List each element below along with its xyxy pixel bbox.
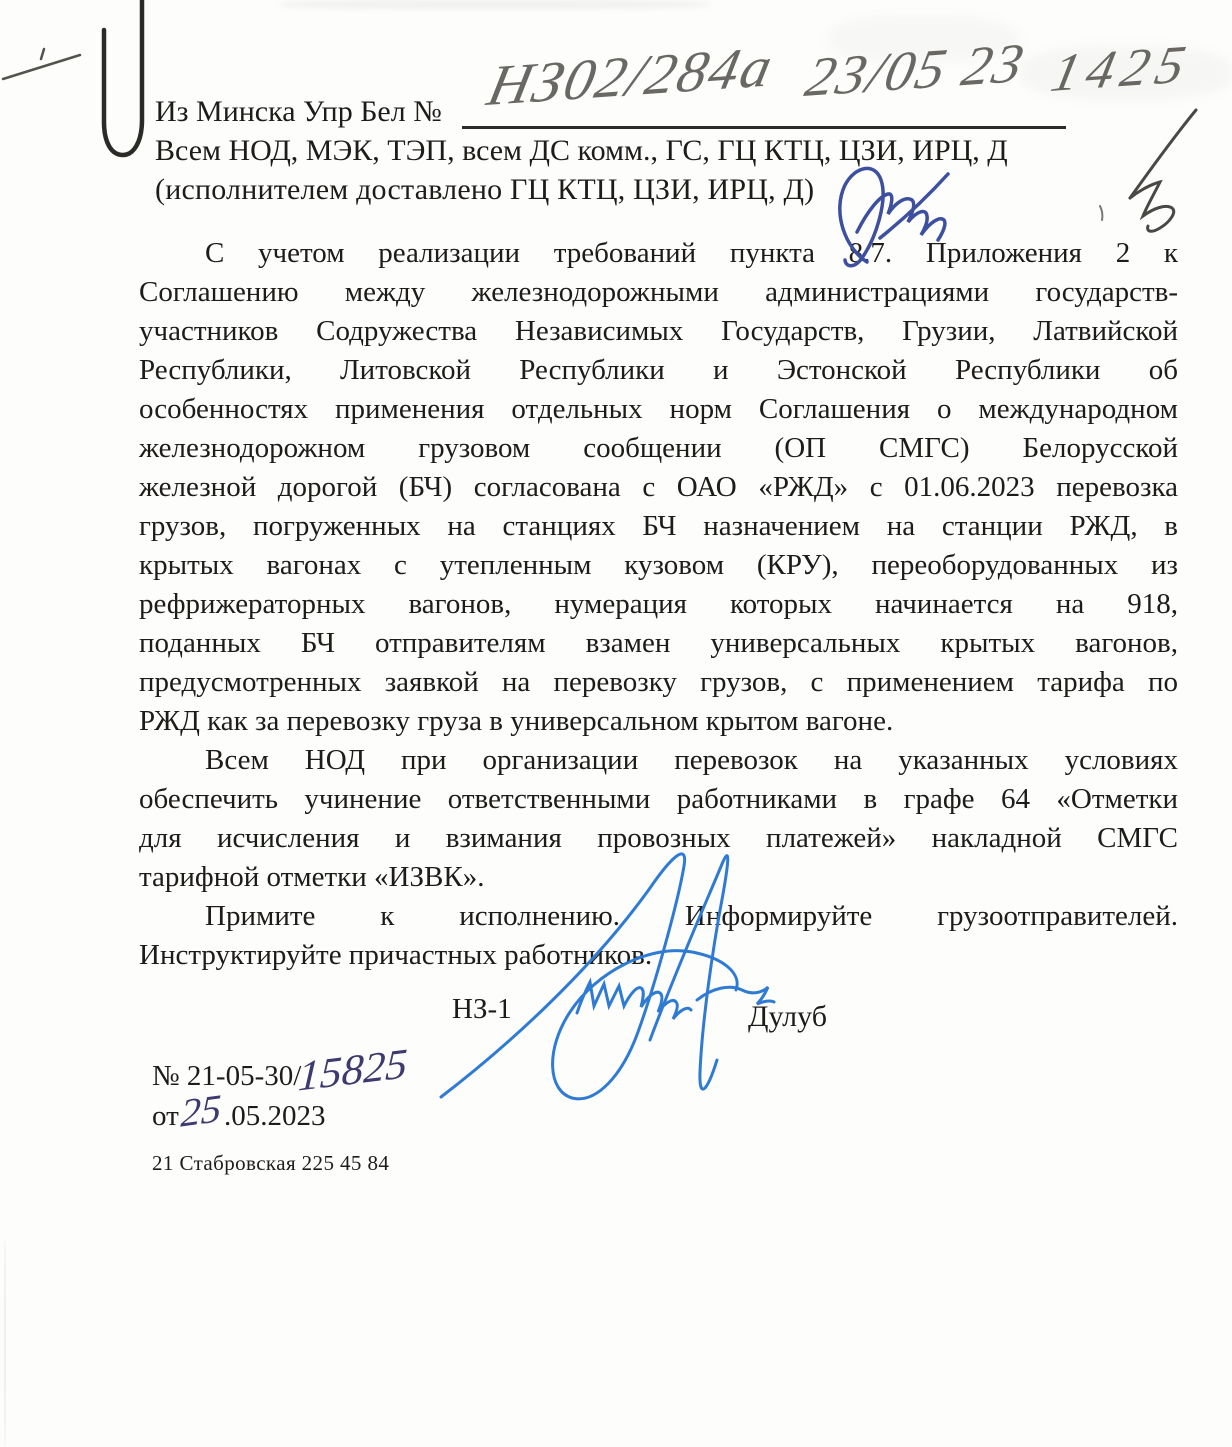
handwritten-date: 23/05 23 (800, 32, 1031, 110)
scan-smudge (4, 1240, 6, 1447)
body-line: Республики, Литовской Республики и Эстонской Республики об (139, 354, 1178, 386)
number-blank-underline (462, 126, 1066, 129)
body-line: участников Содружества Независимых Государств, Грузии, Латвийской (139, 315, 1178, 347)
body-line: Всем НОД при организации перевозок на указанных условиях (205, 744, 1178, 776)
from-line: Из Минска Упр Бел № (155, 95, 442, 128)
signer-name: Дулуб (748, 1000, 827, 1033)
body-line: Примите к исполнению. Информируйте грузоотправителей. (205, 900, 1178, 932)
body-line: рефрижераторных вагонов, нумерация которых начинается на 918, (139, 588, 1178, 620)
recipients-line: Всем НОД, МЭК, ТЭП, всем ДС комм., ГС, ГЦ КТЦ, ЦЗИ, ИРЦ, Д (155, 134, 1008, 167)
body-line: обеспечить учинение ответственными работниками в графе 64 «Отметки (139, 783, 1178, 815)
paperclip-icon (104, 0, 142, 155)
handwritten-time: 1425 (1046, 33, 1198, 104)
body-line: крытых вагонах с утепленным кузовом (КРУ), переоборудованных из (139, 549, 1178, 581)
body-line: железнодорожном грузовом сообщении (ОП СМГС) Белорусской (139, 432, 1178, 464)
executor-contact-line: 21 Стабровская 225 45 84 (152, 1151, 390, 1175)
body-line: железной дорогой (БЧ) согласована с ОАО «РЖД» с 01.06.2023 перевозка (139, 471, 1178, 503)
body-line: предусмотренных заявкой на перевозку грузов, с применением тарифа по (139, 666, 1178, 698)
body-line: грузов, погруженных на станциях БЧ назначением на станции РЖД, в (139, 510, 1178, 542)
date-month-year: .05.2023 (224, 1100, 326, 1132)
letter-body (139, 234, 1178, 975)
delivered-line: (исполнителем доставлено ГЦ КТЦ, ЦЗИ, ИРЦ, Д) (155, 173, 815, 206)
body-line: Инструктируйте причастных работников. (139, 939, 653, 971)
body-line: С учетом реализации требований пункта 8.7. Приложения 2 к (205, 237, 1178, 269)
body-line: поданных БЧ отправителям взамен универсальных крытых вагонов, (139, 627, 1178, 659)
outgoing-number-handwritten: 15825 (296, 1040, 409, 1101)
handwritten-ref-number: НЗ02/284а (482, 33, 780, 119)
body-line: Соглашению между железнодорожными администрациями государств- (139, 276, 1178, 308)
date-word: от (152, 1100, 179, 1132)
scan-smudge (280, 0, 710, 9)
date-day-handwritten: 25 (179, 1085, 223, 1136)
body-line: особенностях применения отдельных норм Соглашения о международном (139, 393, 1178, 425)
body-line: РЖД как за перевозку груза в универсальном крытом вагоне. (139, 705, 894, 737)
body-line: для исчисления и взимания провозных платежей» накладной СМГС (139, 822, 1178, 854)
signer-position: НЗ-1 (452, 993, 512, 1025)
outgoing-number-prefix: № 21-05-30/ (152, 1060, 302, 1092)
pencil-stroke-icon (3, 49, 80, 79)
receipt-paraph-icon (1100, 110, 1196, 231)
body-line: тарифной отметки «ИЗВК». (139, 861, 485, 893)
